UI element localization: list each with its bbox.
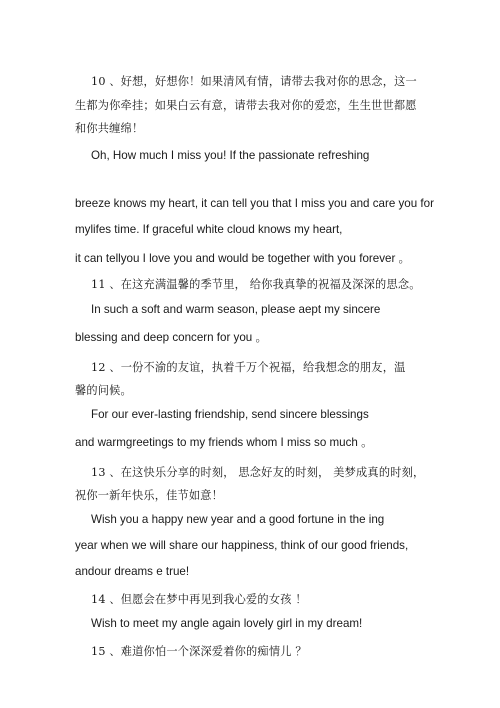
paragraph-12-line-2: 馨的问候。	[75, 384, 132, 397]
paragraph-11-line-1: 11 、在这充满温馨的季节里， 给你我真挚的祝福及深深的思念。	[91, 278, 421, 291]
paragraph-12-en-line-2: and warmgreetings to my friends whom I miss so much 。	[75, 436, 373, 449]
paragraph-10-line-1: 10 、好想，好想你！如果清风有情，请带去我对你的思念，这一	[91, 75, 417, 88]
paragraph-10-en-line-3: mylifes time. If graceful white cloud knows my heart,	[75, 223, 343, 236]
paragraph-10-line-2: 生都为你牵挂；如果白云有意，请带去我对你的爱恋，生生世世都愿	[75, 99, 417, 112]
paragraph-13-en-line-1: Wish you a happy new year and a good fortune in the ing	[91, 513, 385, 526]
paragraph-10-line-3: 和你共缠绵！	[75, 122, 144, 135]
paragraph-11-en-line-1: In such a soft and warm season, please aept my sincere	[91, 303, 381, 316]
paragraph-10-en-line-2: breeze knows my heart, it can tell you that I miss you and care you for	[75, 197, 434, 210]
paragraph-13-line-2: 祝你一新年快乐，佳节如意！	[75, 489, 224, 502]
paragraph-12-line-1: 12 、一份不渝的友谊，执着千万个祝福，给我想念的朋友，温	[91, 361, 406, 374]
paragraph-14-en-line-1: Wish to meet my angle again lovely girl in my dream!	[91, 617, 363, 630]
paragraph-10-en-line-1: Oh, How much I miss you! If the passionate refreshing	[91, 149, 370, 162]
paragraph-12-en-line-1: For our ever-lasting friendship, send sincere blessings	[91, 408, 369, 421]
paragraph-15-line-1: 15 、难道你怕一个深深爱着你的痴情儿 ？	[91, 645, 307, 658]
paragraph-14-line-1: 14 、但愿会在梦中再见到我心爱的女孩 ！	[91, 593, 307, 606]
paragraph-11-en-line-2: blessing and deep concern for you 。	[75, 331, 268, 344]
paragraph-13-line-1: 13 、在这快乐分享的时刻， 思念好友的时刻， 美梦成真的时刻，	[91, 466, 425, 479]
paragraph-10-en-line-4: it can tellyou I love you and would be together with you forever 。	[75, 252, 411, 265]
paragraph-13-en-line-2: year when we will share our happiness, think of our good friends,	[75, 539, 409, 552]
paragraph-13-en-line-3: andour dreams e true!	[75, 565, 190, 578]
